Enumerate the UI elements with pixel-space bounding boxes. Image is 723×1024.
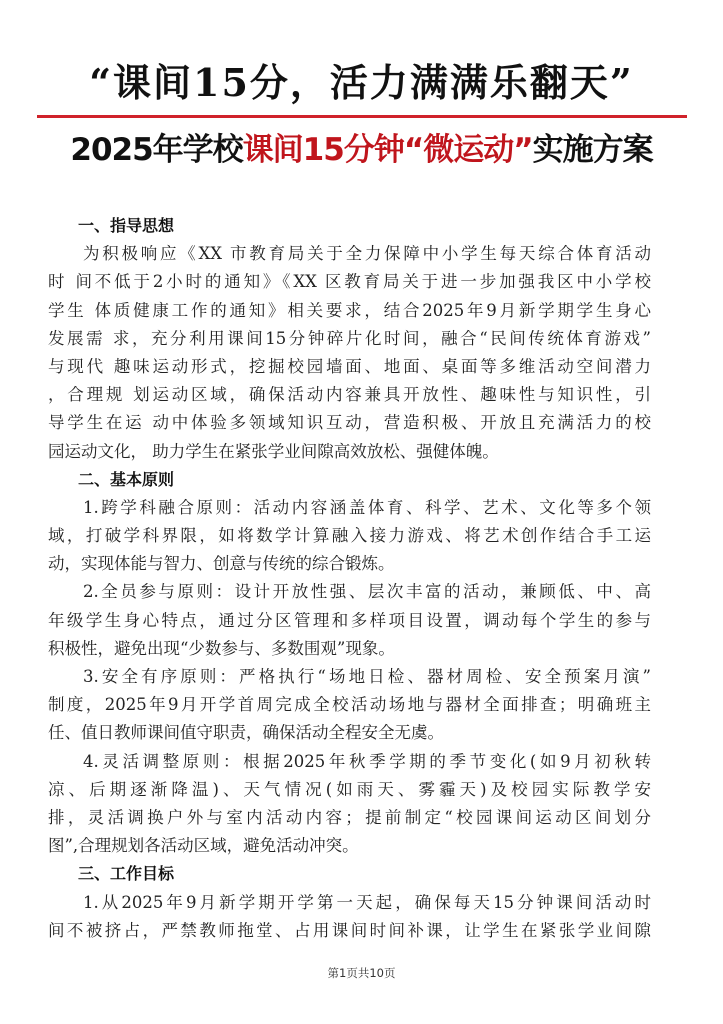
paragraph: [48, 889, 651, 945]
headline: “课间15分，活力满满乐翻天”: [89, 60, 634, 105]
text-line: 制度，2025年9月开学首周完成全校活动场地与器材全面排查；明确班主: [48, 695, 651, 715]
text-line: 导学生在运 动中体验多领域知识互动，营造积极、开放且充满活力的校: [48, 413, 651, 433]
text-line: 图”,合理规划各活动区域，避免活动冲突。: [48, 836, 359, 856]
text-line: 园运动文化， 助力学生在紧张学业间隙高效放松、强健体魄。: [48, 441, 499, 461]
section-heading: 一、指导思想: [78, 216, 175, 235]
title-highlight: 课间15分钟“微运动”: [242, 132, 533, 168]
red-divider: [37, 115, 687, 118]
title-prefix: 2025年学校: [70, 132, 243, 168]
paragraph: [48, 240, 651, 466]
page-indicator: 第1页共10页: [327, 966, 396, 980]
section-heading: 二、基本原则: [78, 469, 175, 489]
text-line: 域，打破学科界限，如将数学计算融入接力游戏、将艺术创作结合手工运: [48, 526, 651, 546]
paragraph: [48, 663, 651, 748]
text-line: 4.灵活调整原则：根据2025年秋季学期的季节变化(如9月初秋转: [83, 751, 651, 771]
paragraph: [48, 748, 651, 861]
text-line: ，合理规 划运动区域，确保活动内容兼具开放性、趣味性与知识性，引: [48, 385, 651, 405]
text-line: 任、值日教师课间值守职责，确保活动全程安全无虞。: [48, 723, 444, 743]
text-line: 时 间不低于2小时的通知》《XX 区教育局关于进一步加强我区中小学校: [48, 272, 651, 292]
text-line: 学生 体质健康工作的通知》相关要求，结合2025年9月新学期学生身心: [48, 300, 651, 320]
document-title: [0, 128, 723, 172]
section-heading: 三、工作目标: [78, 864, 175, 884]
text-line: 间不被挤占，严禁教师拖堂、占用课间时间补课，让学生在紧张学业间隙: [48, 920, 651, 940]
text-line: 排，灵活调换户外与室内活动内容；提前制定“校园课间运动区间划分: [48, 807, 651, 827]
text-line: 为积极响应《XX 市教育局关于全力保障中小学生每天综合体育活动: [83, 244, 651, 264]
document-body: [48, 212, 651, 945]
text-line: 积极性，避免出现“少数参与、多数围观”现象。: [48, 638, 395, 658]
text-line: 动，实现体能与智力、创意与传统的综合锻炼。: [48, 554, 395, 574]
text-line: 年级学生身心特点，通过分区管理和多样项目设置，调动每个学生的参与: [48, 610, 651, 630]
text-line: 与现代 趣味运动形式，挖掘校园墙面、地面、桌面等多维活动空间潜力: [48, 356, 651, 376]
text-line: 3.安全有序原则：严格执行“场地日检、器材周检、安全预案月演”: [83, 667, 651, 686]
title-suffix: 实施方案: [532, 132, 653, 168]
text-line: 凉、后期逐渐降温)、天气情况(如雨天、雾霾天)及校园实际教学安: [48, 779, 651, 799]
text-line: 1.跨学科融合原则：活动内容涵盖体育、科学、艺术、文化等多个领: [83, 497, 651, 517]
paragraph: [48, 494, 651, 579]
paragraph: [48, 578, 651, 663]
text-line: 2.全员参与原则：设计开放性强、层次丰富的活动，兼顾低、中、高: [83, 582, 651, 602]
text-line: 1.从2025年9月新学期开学第一天起，确保每天15分钟课间活动时: [83, 892, 651, 912]
text-line: 发展需 求，充分利用课间15分钟碎片化时间，融合“民间传统体育游戏”: [48, 328, 651, 348]
